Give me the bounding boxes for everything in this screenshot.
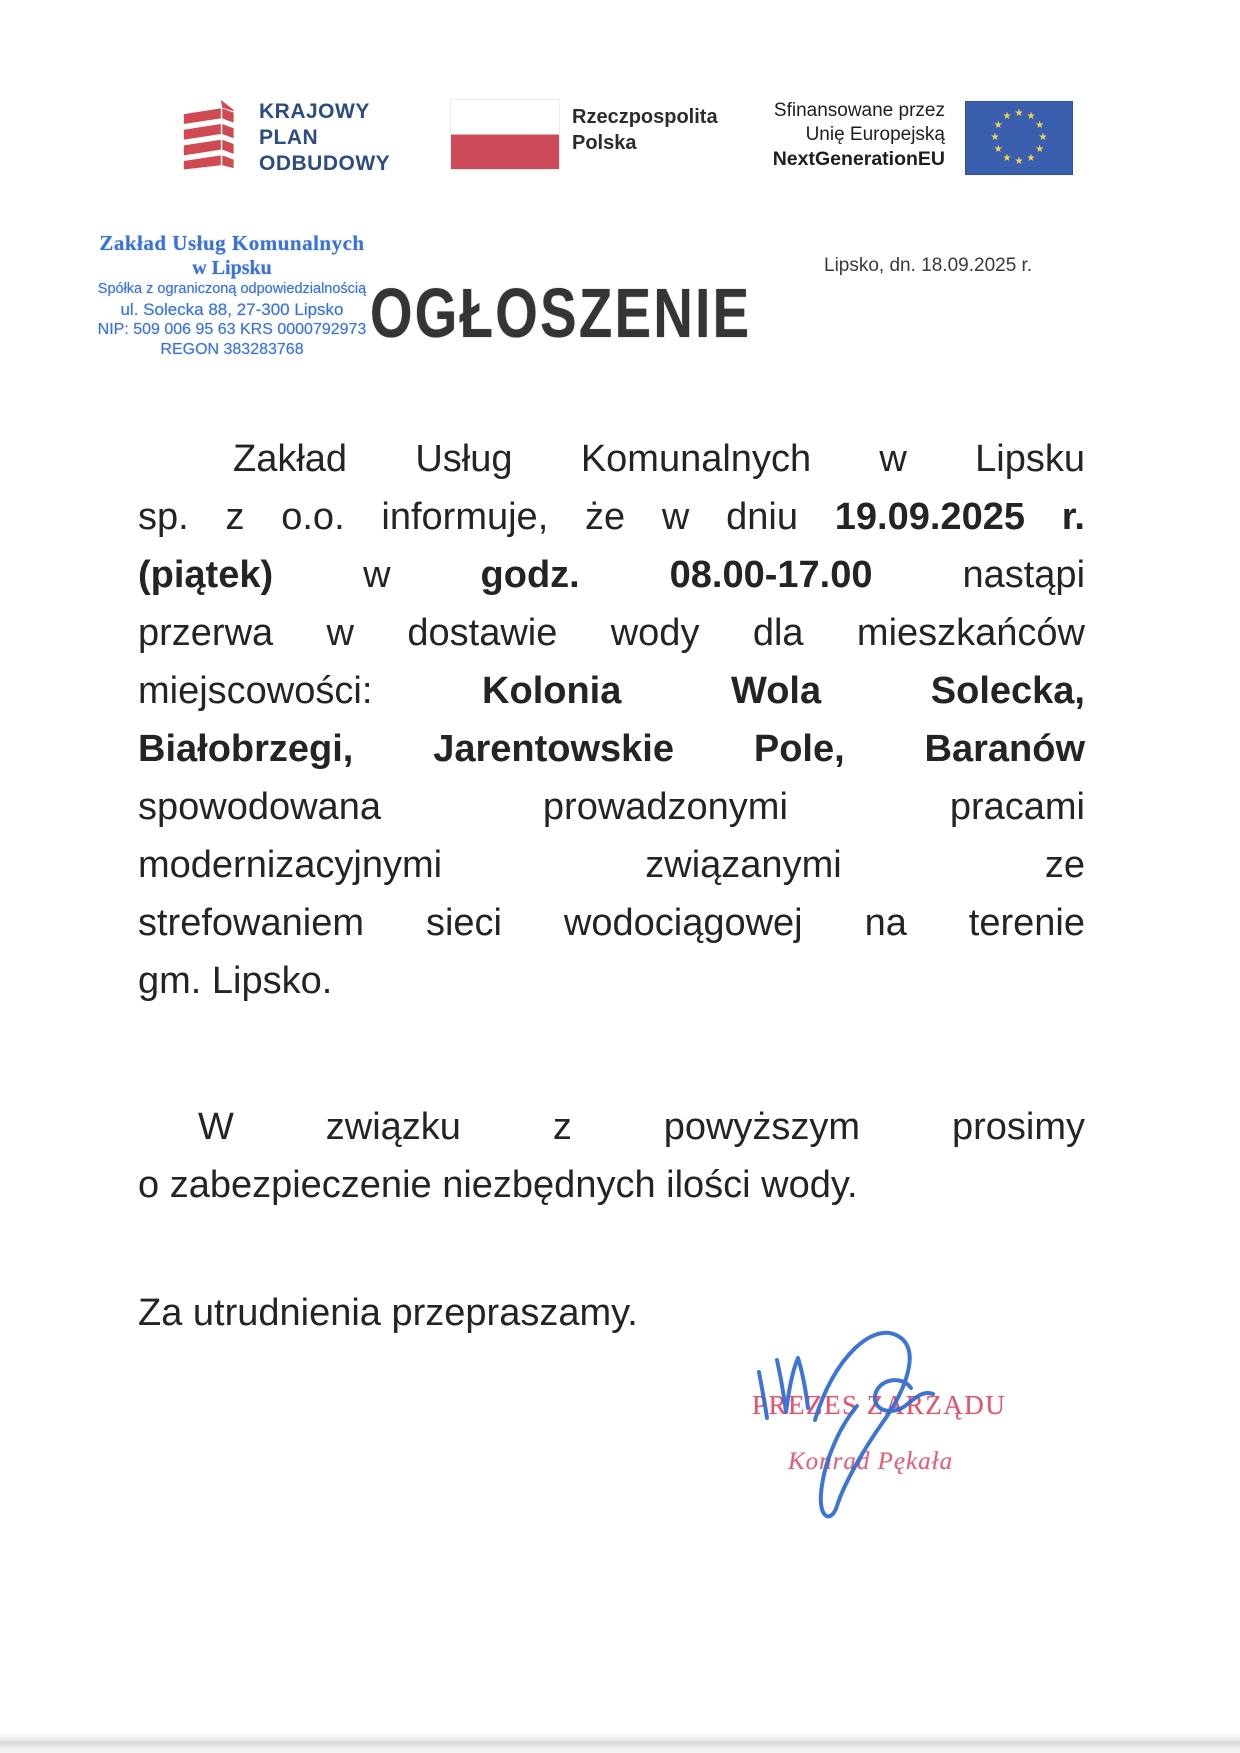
paragraph-2	[138, 1098, 1085, 1214]
eu-flag-stars	[966, 102, 1072, 174]
body-line: miejscowości: Kolonia Wola Solecka,	[138, 670, 1085, 712]
stamp-regon: REGON 383283768	[160, 341, 304, 358]
handwritten-signature	[715, 1310, 995, 1530]
stamp-company-name: Zakład Usług Komunalnych	[99, 231, 365, 255]
company-stamp	[86, 230, 378, 359]
poland-label-line-1: Rzeczpospolita	[572, 106, 718, 128]
body-line: o zabezpieczenie niezbędnych ilości wody.	[138, 1164, 858, 1206]
date-line: Lipsko, dn. 18.09.2025 r.	[824, 255, 1033, 276]
body-line: W związku z powyższym prosimy	[198, 1106, 1085, 1148]
eu-star-icon: ★	[993, 120, 1003, 131]
announcement-body	[138, 430, 1085, 1430]
stamp-nip-krs: NIP: 509 006 95 63 KRS 0000792973	[97, 321, 367, 338]
poland-label	[572, 104, 718, 156]
signature-name-stamp: Konrad Pękała	[788, 1448, 954, 1475]
stamp-address: ul. Solecka 88, 27-300 Lipsko	[120, 300, 344, 319]
paragraph-1	[138, 430, 1085, 1010]
body-line: Za utrudnienia przepraszamy.	[138, 1292, 638, 1334]
kpo-line-3: ODBUDOWY	[259, 152, 391, 175]
eu-star-icon: ★	[990, 132, 1000, 143]
body-line: (piątek) w godz. 08.00-17.00 nastąpi	[138, 554, 1086, 596]
kpo-logo-text	[259, 99, 390, 177]
eu-label-line-3: NextGenerationEU	[772, 148, 945, 170]
eu-star-icon: ★	[1002, 111, 1012, 123]
kpo-logo	[181, 97, 390, 177]
body-line: gm. Lipsko.	[138, 960, 333, 1002]
body-line: przerwa w dostawie wody dla mieszkańców	[138, 612, 1085, 654]
kpo-line-1: KRAJOWY	[259, 100, 370, 123]
stamp-legal-form: Spółka z ograniczoną odpowiedzialnością	[97, 281, 367, 297]
eu-star-icon: ★	[1014, 156, 1024, 167]
body-line: strefowaniem sieci wodociągowej na terenie	[138, 902, 1085, 944]
eu-star-icon: ★	[1026, 152, 1036, 164]
signature-role-stamp: PREZES ZARZĄDU	[752, 1390, 1007, 1420]
eu-star-icon: ★	[1014, 108, 1024, 119]
body-line: Zakład Usług Komunalnych w Lipsku	[233, 438, 1085, 480]
eu-funding-label	[700, 99, 945, 171]
scan-edge-shadow	[0, 1733, 1240, 1753]
body-line: Białobrzegi, Jarentowskie Pole, Baranów	[138, 728, 1085, 770]
eu-star-icon: ★	[1002, 152, 1012, 164]
eu-label-line-2: Unię Europejską	[805, 124, 945, 145]
eu-star-icon: ★	[1035, 144, 1045, 155]
eu-flag-icon	[965, 101, 1073, 175]
body-line: spowodowana prowadzonymi pracami	[138, 786, 1085, 828]
body-line: modernizacyjnymi związanymi ze	[138, 844, 1085, 886]
page-title: OGŁOSZENIE	[370, 274, 752, 352]
eu-star-icon: ★	[1038, 132, 1048, 143]
kpo-building-icon	[181, 97, 245, 171]
eu-label-line-1: Sfinansowane przez	[773, 100, 945, 121]
eu-star-icon: ★	[993, 144, 1003, 155]
poland-flag-icon	[450, 99, 560, 170]
kpo-line-2: PLAN	[259, 126, 319, 149]
eu-star-icon: ★	[1026, 111, 1036, 123]
stamp-company-city: w Lipsku	[192, 257, 272, 279]
body-line: sp. z o.o. informuje, że w dniu 19.09.2025 r.	[138, 496, 1085, 538]
eu-star-icon: ★	[1035, 120, 1045, 131]
poland-label-line-2: Polska	[572, 132, 637, 154]
